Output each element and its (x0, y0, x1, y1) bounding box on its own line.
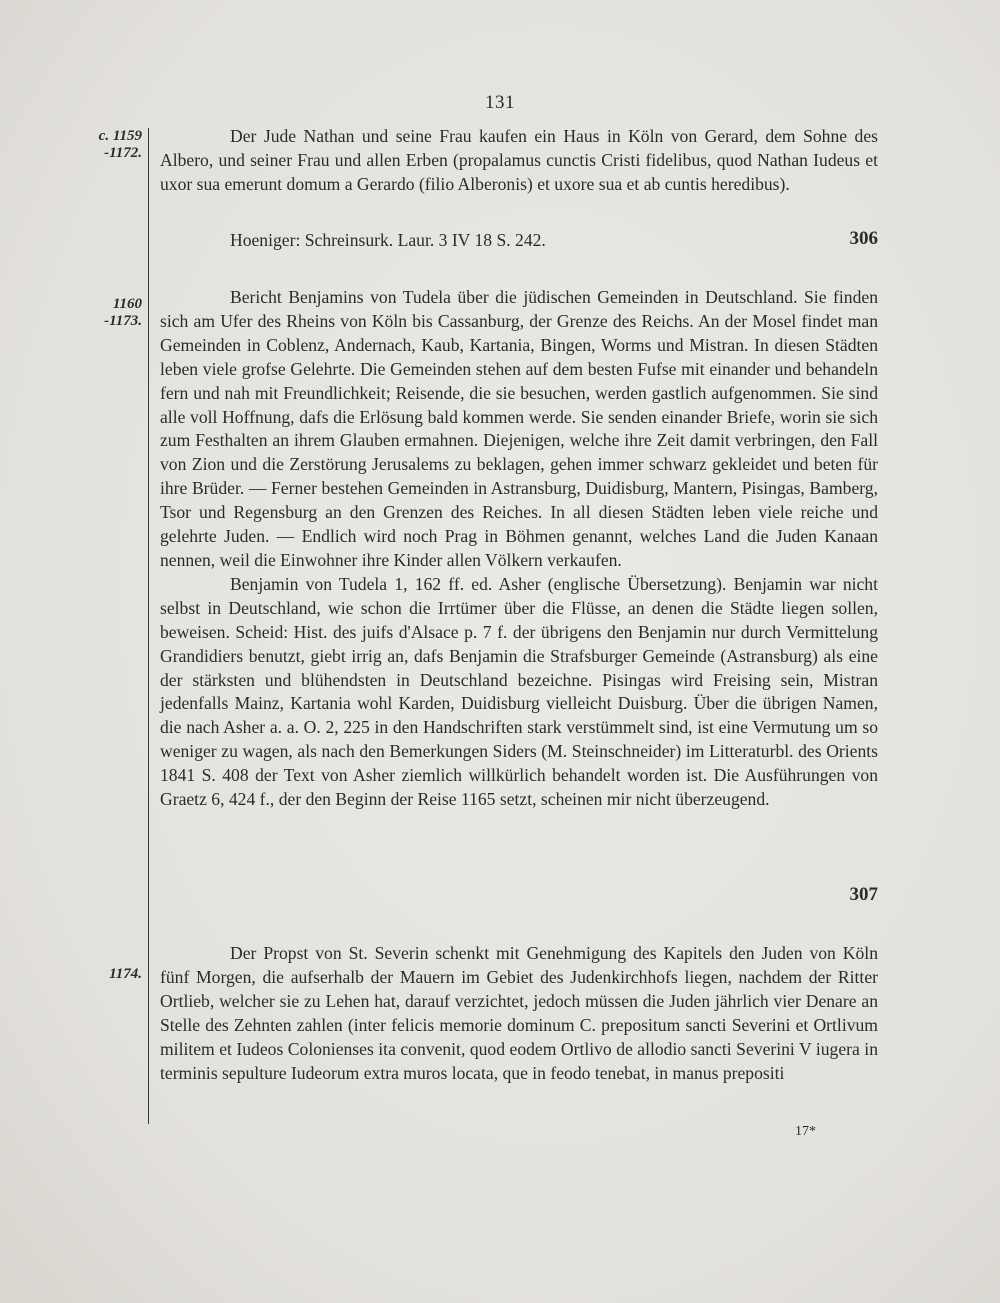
entry-number: 307 (849, 884, 878, 905)
date-line: -1172. (104, 145, 142, 161)
entry-307-text (160, 286, 878, 812)
date-line: 1174. (109, 966, 142, 982)
page-number: 131 (485, 92, 515, 113)
entry-306-date (60, 128, 142, 162)
date-line: 1160 (112, 296, 142, 312)
margin-rule (148, 128, 149, 1124)
entry-306-text (160, 125, 878, 197)
entry-paragraph: Bericht Benjamins von Tudela über die jüdischen Gemeinden in Deutschland. Sie finden sich am Ufer des Rheins von Köln bis Cassanburg, der Grenze des Reichs. An der Mosel findet man Gemeinden in Coblenz, Andernach, Kaub, Kartania, Bingen, Worms und Mistran. In diesen Städten leben viele grofse Gelehrte. Die Gemeinden stehen auf dem besten Fufse mit einander und behandeln fern und nah mit Freundlichkeit; Reisende, die sie besuchen, werden gastlich aufgenommen. Sie sind alle voll Hoffnung, dafs die Erlösung bald kommen werde. Sie senden einander Briefe, worin sie sich zum Festhalten an ihrem Glauben ermahnen. Diejenigen, welche ihre Zeit damit verbringen, den Fall von Zion und die Zerstörung Jerusalems zu beklagen, gehen immer schwarz gekleidet und beten für ihre Brüder. — Ferner bestehen Gemeinden in Astransburg, Duidisburg, Mantern, Pisingas, Bamberg, Tsor und Regensburg an den Grenzen des Reiches. In all diesen Städten leben viele reiche und gelehrte Juden. — Endlich wird noch Prag in Böhmen genannt, welches Land die Juden Kanaan nennen, weil die Einwohner ihre Kinder allen Völkern verkaufen. (160, 287, 878, 570)
entry-307-date (60, 296, 142, 330)
entry-306-source: Hoeniger: Schreinsurk. Laur. 3 IV 18 S. 242. (230, 230, 546, 250)
entry-commentary: Benjamin von Tudela 1, 162 ff. ed. Asher (englische Übersetzung). Benjamin war nicht selbst in Deutschland, wie schon die Irrtümer über die Flüsse, an denen die Städte liegen sollen, beweisen. Scheid: Hist. des juifs d'Alsace p. 7 f. der übrigens den Benjamin nur durch Vermittelung Grandidiers benutzt, giebt irrig an, dafs Benjamin die Strafsburger Gemeinde (Astransburg) als eine der stärksten und blühendsten in Deutschland bezeichne. Pisingas wird Freising sein, Mistran jedenfalls Mainz, Kartania wohl Karden, Duidisburg vielleicht Duisburg. Über die übrigen Namen, die nach Asher a. a. O. 2, 225 in den Handschriften stark verstümmelt sind, ist eine Vermutung um so weniger zu wagen, als nach den Bemerkungen Siders (M. Steinschneider) im Litteraturbl. des Orients 1841 S. 408 der Text von Asher ziemlich willkürlich behandelt worden ist. Die Ausführungen von Graetz 6, 424 f., der den Beginn der Reise 1165 setzt, scheinen mir nicht überzeugend. (160, 573, 878, 810)
date-line: c. 1159 (98, 128, 142, 144)
entry-number: 306 (849, 228, 878, 249)
entry-1174-date (60, 966, 142, 983)
entry-paragraph: Der Jude Nathan und seine Frau kaufen ein Haus in Köln von Gerard, dem Sohne des Albero, und seiner Frau und allen Erben (propalamus cunctis Cristi fidelibus, quod Nathan Iudeus et uxor sua emerunt domum a Gerardo (filio Alberonis) et uxore sua et ab cuntis heredibus). (160, 126, 878, 194)
date-line: -1173. (104, 313, 142, 329)
entry-1174-text (160, 942, 878, 1085)
entry-paragraph: Der Propst von St. Severin schenkt mit Genehmigung des Kapitels den Juden von Köln fünf Morgen, die aufserhalb der Mauern im Gebiet des Judenkirchhofs liegen, nachdem der Ritter Ortlieb, welcher sie zu Lehen hat, darauf verzichtet, jedoch müssen die Juden jährlich vier Denare an Stelle des Zehnten zahlen (inter felicis memorie dominum C. prepositum sancti Severini et Ortlivum militem et Iudeos Colonienses ita convenit, quod eodem Ortlivo de allodio sancti Severini V iugera in terminis sepulture Iudeorum extra muros locata, que in feodo tenebat, in manus prepositi (160, 943, 878, 1083)
signature-mark: 17* (795, 1124, 816, 1139)
